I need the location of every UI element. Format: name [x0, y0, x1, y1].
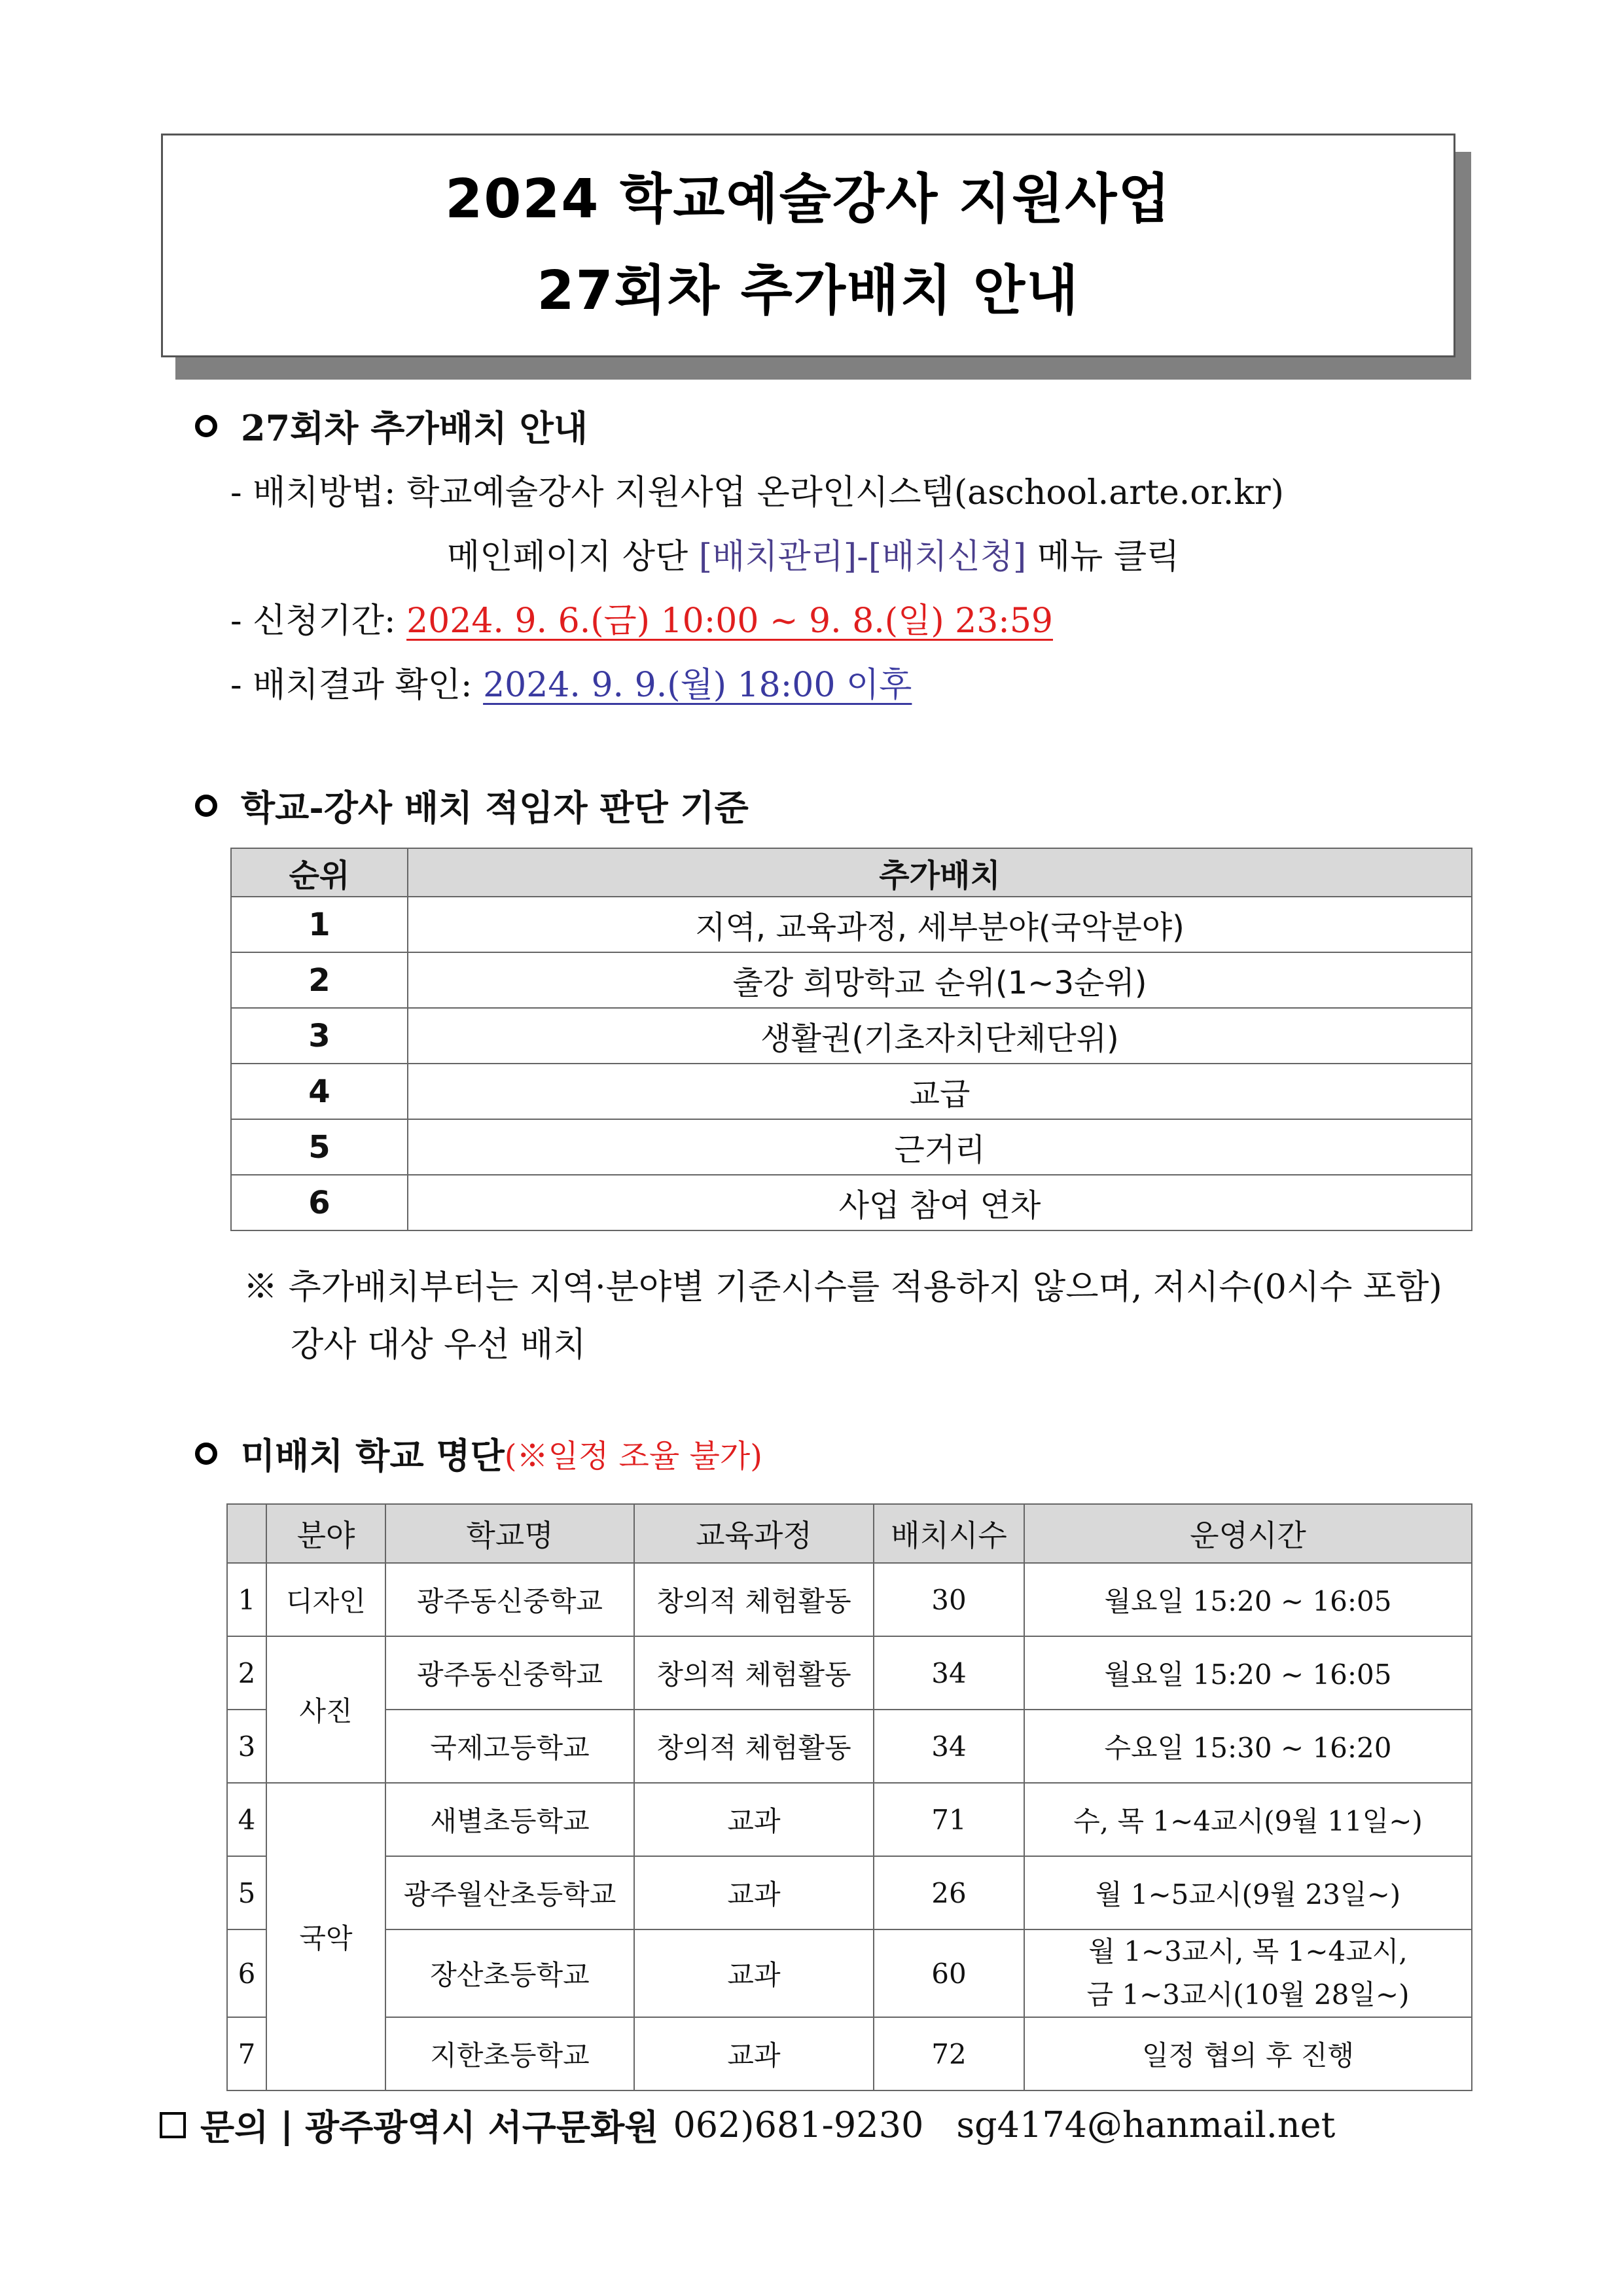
criterion-header: 추가배치 — [408, 848, 1472, 897]
criterion-cell: 근거리 — [408, 1119, 1472, 1175]
method-cont-post: 메뉴 클릭 — [1026, 537, 1180, 577]
time-cell: 수, 목 1~4교시(9월 11일~) — [1024, 1783, 1472, 1856]
school-cell: 광주동신중학교 — [385, 1636, 634, 1710]
criteria-header-row — [231, 848, 1472, 897]
hours-cell: 71 — [874, 1783, 1024, 1856]
time-cell-line-2: 금 1~3교시(10월 28일~) — [1086, 1979, 1410, 2011]
circle-bullet-icon — [195, 415, 217, 437]
time-cell: 수요일 15:30 ~ 16:20 — [1024, 1710, 1472, 1783]
no-cell: 6 — [227, 1929, 266, 2017]
course-cell: 창의적 체험활동 — [634, 1710, 874, 1783]
circle-bullet-icon — [195, 795, 217, 817]
hours-cell: 34 — [874, 1710, 1024, 1783]
section3-heading-note: (※일정 조율 불가) — [504, 1438, 762, 1475]
method-value: 학교예술강사 지원사업 온라인시스템(aschool.arte.or.kr) — [406, 473, 1284, 512]
period-value: 2024. 9. 6.(금) 10:00 ~ 9. 8.(일) 23:59 — [406, 601, 1053, 641]
hours-cell: 60 — [874, 1929, 1024, 2017]
table-row — [231, 1008, 1472, 1064]
no-cell: 3 — [227, 1710, 266, 1783]
no-cell: 2 — [227, 1636, 266, 1710]
course-header: 교육과정 — [634, 1504, 874, 1563]
title-box — [161, 134, 1455, 357]
field-cell: 디자인 — [266, 1563, 385, 1636]
no-cell: 7 — [227, 2017, 266, 2090]
hours-header: 배치시수 — [874, 1504, 1024, 1563]
result-line — [230, 657, 912, 706]
rank-cell: 4 — [231, 1064, 408, 1119]
section2-heading-text: 학교-강사 배치 적임자 판단 기준 — [241, 787, 749, 829]
table-row — [227, 1783, 1472, 1856]
school-cell: 새별초등학교 — [385, 1783, 634, 1856]
field-header: 분야 — [266, 1504, 385, 1563]
menu-apply: [배치신청] — [868, 537, 1027, 577]
section1-heading — [195, 401, 588, 451]
rank-header: 순위 — [231, 848, 408, 897]
school-cell: 지한초등학교 — [385, 2017, 634, 2090]
contact-separator: | — [280, 2104, 293, 2146]
contact-line — [160, 2100, 1335, 2150]
no-cell: 1 — [227, 1563, 266, 1636]
criterion-cell: 생활권(기초자치단체단위) — [408, 1008, 1472, 1064]
table-row — [227, 1856, 1472, 1929]
period-line — [230, 593, 1053, 642]
course-cell: 교과 — [634, 2017, 874, 2090]
note-line-1: ※ 추가배치부터는 지역·분야별 기준시수를 적용하지 않으며, 저시수(0시수 포함) — [243, 1268, 1442, 1307]
course-cell: 교과 — [634, 1783, 874, 1856]
time-cell: 월요일 15:20 ~ 16:05 — [1024, 1636, 1472, 1710]
menu-manage: [배치관리] — [698, 537, 857, 577]
course-cell: 창의적 체험활동 — [634, 1636, 874, 1710]
hours-cell: 30 — [874, 1563, 1024, 1636]
menu-sep: - — [857, 537, 868, 577]
table-row — [231, 1064, 1472, 1119]
period-label: - 신청기간: — [230, 601, 407, 641]
method-cont-pre: 메인페이지 상단 — [447, 537, 699, 577]
criterion-cell: 지역, 교육과정, 세부분야(국악분야) — [408, 897, 1472, 952]
rank-cell: 6 — [231, 1175, 408, 1230]
contact-label: 문의 — [200, 2106, 269, 2148]
table-row — [227, 1710, 1472, 1783]
time-cell-line-1: 월 1~3교시, 목 1~4교시, — [1088, 1935, 1408, 1967]
checkbox-square-icon — [160, 2112, 186, 2138]
table-row — [231, 1119, 1472, 1175]
school-cell: 광주동신중학교 — [385, 1563, 634, 1636]
criteria-table — [230, 848, 1472, 1231]
school-cell: 국제고등학교 — [385, 1710, 634, 1783]
schools-header-row — [227, 1504, 1472, 1563]
table-row — [231, 897, 1472, 952]
method-label: - 배치방법: — [230, 473, 407, 512]
rank-cell: 5 — [231, 1119, 408, 1175]
table-row — [227, 1563, 1472, 1636]
rank-cell: 1 — [231, 897, 408, 952]
school-header: 학교명 — [385, 1504, 634, 1563]
rank-cell: 3 — [231, 1008, 408, 1064]
table-row — [231, 1175, 1472, 1230]
school-cell: 장산초등학교 — [385, 1929, 634, 2017]
time-cell: 일정 협의 후 진행 — [1024, 2017, 1472, 2090]
section3-heading — [195, 1428, 762, 1479]
table-row — [227, 1636, 1472, 1710]
section1-heading-text: 27회차 추가배치 안내 — [241, 407, 588, 449]
unassigned-schools-table — [226, 1503, 1472, 2091]
contact-email: sg4174@hanmail.net — [956, 2104, 1336, 2145]
rank-cell: 2 — [231, 952, 408, 1008]
field-cell: 국악 — [266, 1783, 385, 2090]
no-header — [227, 1504, 266, 1563]
note-line-2: 강사 대상 우선 배치 — [291, 1325, 586, 1365]
criterion-cell: 출강 희망학교 순위(1~3순위) — [408, 952, 1472, 1008]
table-row — [227, 1929, 1472, 2017]
no-cell: 5 — [227, 1856, 266, 1929]
time-cell: 월요일 15:20 ~ 16:05 — [1024, 1563, 1472, 1636]
time-cell: 월 1~5교시(9월 23일~) — [1024, 1856, 1472, 1929]
course-cell: 창의적 체험활동 — [634, 1563, 874, 1636]
table-row — [227, 2017, 1472, 2090]
method-cont-line — [447, 529, 1179, 578]
contact-org: 광주광역시 서구문화원 — [304, 2106, 659, 2148]
circle-bullet-icon — [195, 1443, 217, 1465]
course-cell: 교과 — [634, 1856, 874, 1929]
method-line — [230, 465, 1284, 514]
time-cell — [1024, 1929, 1472, 2017]
section3-heading-text: 미배치 학교 명단 — [241, 1435, 505, 1477]
result-value: 2024. 9. 9.(월) 18:00 이후 — [483, 666, 912, 705]
school-cell: 광주월산초등학교 — [385, 1856, 634, 1929]
course-cell: 교과 — [634, 1929, 874, 2017]
contact-phone: 062)681-9230 — [673, 2104, 924, 2145]
result-label: - 배치결과 확인: — [230, 666, 484, 705]
no-cell: 4 — [227, 1783, 266, 1856]
field-cell: 사진 — [266, 1636, 385, 1783]
criterion-cell: 교급 — [408, 1064, 1472, 1119]
hours-cell: 72 — [874, 2017, 1024, 2090]
section2-heading — [195, 780, 749, 831]
title-line-2: 27회차 추가배치 안내 — [537, 260, 1080, 322]
hours-cell: 26 — [874, 1856, 1024, 1929]
criterion-cell: 사업 참여 연차 — [408, 1175, 1472, 1230]
time-header: 운영시간 — [1024, 1504, 1472, 1563]
hours-cell: 34 — [874, 1636, 1024, 1710]
table-row — [231, 952, 1472, 1008]
title-line-1: 2024 학교예술강사 지원사업 — [445, 168, 1171, 230]
